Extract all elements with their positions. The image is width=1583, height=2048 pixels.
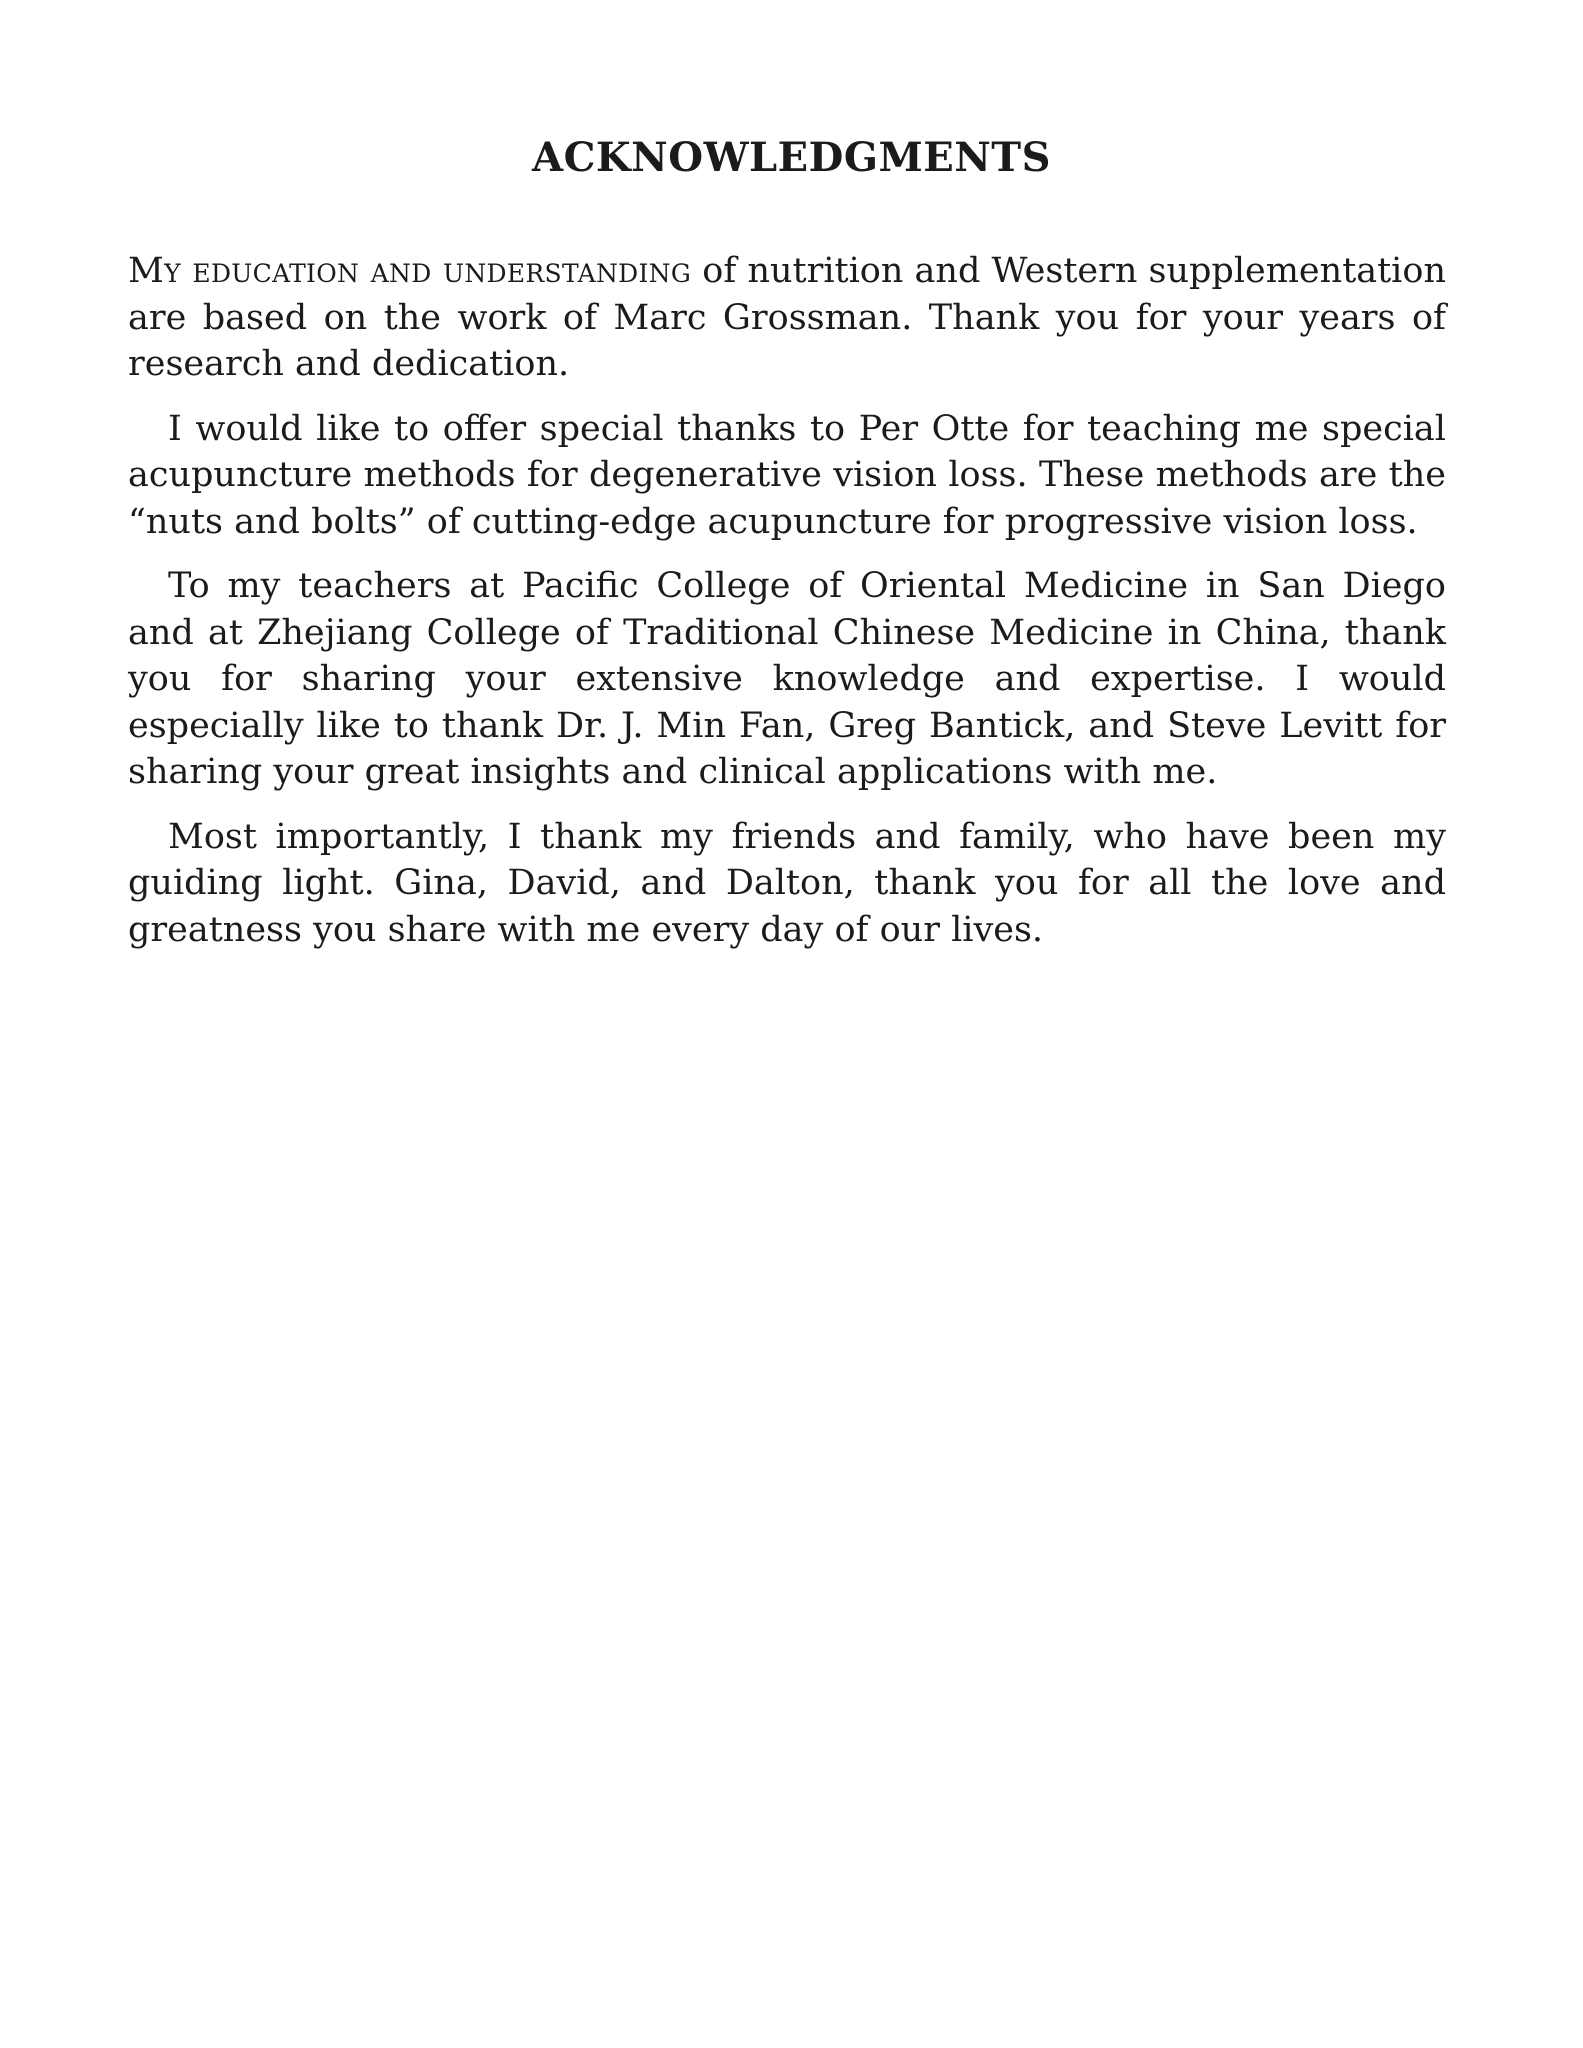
paragraph-3: To my teachers at Pacific College of Oriental Medicine in San Diego and at Zhejiang College of Traditional Chinese Medicine in China, thank you for sharing your extensive knowledge and expertise. I would especially like to thank Dr. J. Min Fan, Greg Bantick, and Steve Levitt for sharing your great insights and clinical applications with me. <box>128 566 1446 792</box>
paragraph-1 <box>128 248 1446 388</box>
acknowledgments-body <box>128 248 1446 971</box>
page-title: ACKNOWLEDGMENTS <box>532 134 1051 181</box>
paragraph-2: I would like to offer special thanks to Per Otte for teaching me special acupuncture methods for degenerative vision loss. These methods are the “nuts and bolts” of cutting-edge acupuncture for progressive vision loss. <box>128 408 1446 542</box>
paragraph-4: Most importantly, I thank my friends and family, who have been my guiding light. Gina, David, and Dalton, thank you for all the love and greatness you share with me every day of our lives. <box>128 816 1446 950</box>
paragraph-1-text: of nutrition and Western supplementation are based on the work of Marc Grossman. Thank you for your years of research and dedication. <box>128 251 1446 384</box>
small-caps-lead-in: My education and understanding <box>128 251 692 291</box>
